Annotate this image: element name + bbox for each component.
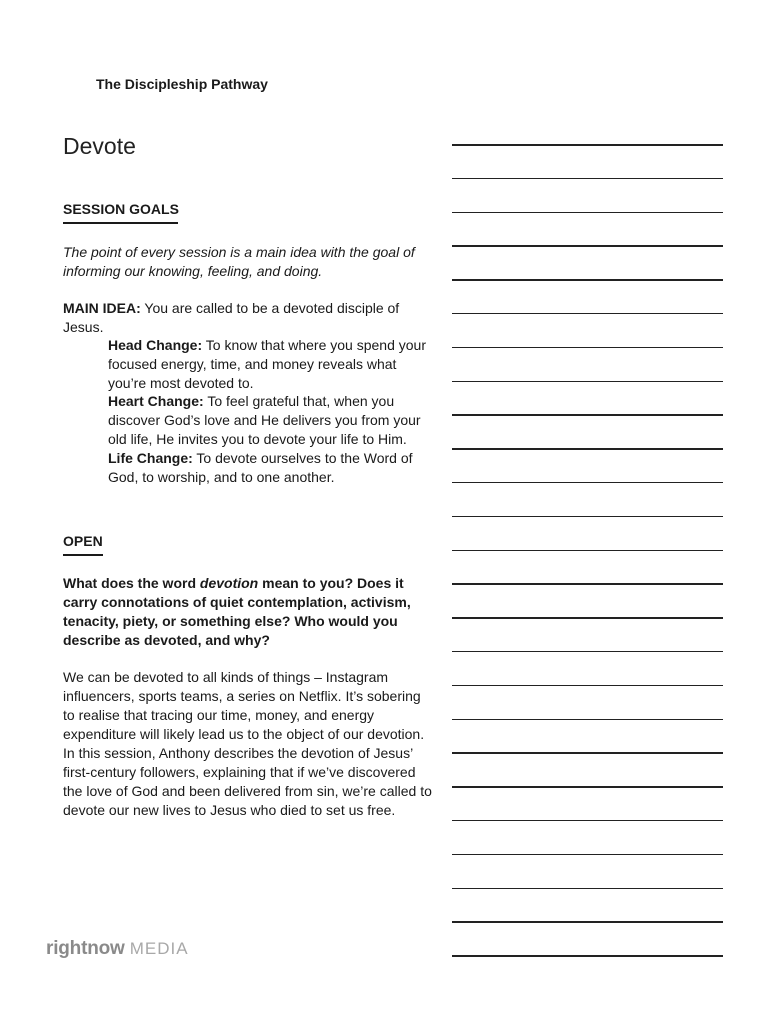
main-idea [63, 299, 435, 337]
note-line [452, 752, 723, 754]
heading-underline [63, 554, 103, 556]
document-header-title: The Discipleship Pathway [96, 76, 268, 92]
session-title: Devote [63, 133, 136, 159]
logo-part-media: MEDIA [129, 939, 189, 958]
goals-intro-text: The point of every session is a main idea with the goal of informing our knowing, feeling, and doing. [63, 244, 415, 279]
note-line [452, 820, 723, 822]
open-question [63, 574, 435, 650]
open-question-part1: What does the word [63, 575, 200, 591]
session-goals-heading-label: SESSION GOALS [63, 201, 179, 217]
note-line [452, 955, 723, 957]
head-change-text: To know that where you spend your focused energy, time, and money reveals what you’re most devoted to. [108, 337, 427, 391]
heart-change-text: To feel grateful that, when you discover God’s love and He delivers you from your old life, He invites you to devote your life to Him. [108, 393, 421, 447]
session-goals-heading [63, 201, 179, 224]
head-change [108, 336, 438, 392]
note-line [452, 313, 723, 315]
life-change [108, 449, 438, 487]
note-line [452, 144, 723, 146]
note-line [452, 921, 723, 923]
note-line [452, 583, 723, 585]
note-line [452, 550, 723, 552]
main-idea-text: You are called to be a devoted disciple of Jesus. [63, 300, 400, 335]
note-line [452, 448, 723, 450]
note-line [452, 786, 723, 788]
note-line [452, 719, 723, 721]
note-line [452, 854, 723, 856]
open-heading [63, 533, 103, 556]
note-line [452, 279, 723, 281]
rightnow-media-logo [46, 938, 189, 960]
note-line [452, 482, 723, 484]
change-goals-list [108, 336, 438, 486]
head-change-label: Head Change: [108, 337, 203, 353]
note-line [452, 245, 723, 247]
note-line [452, 381, 723, 383]
note-line [452, 178, 723, 180]
note-line [452, 516, 723, 518]
open-paragraph: We can be devoted to all kinds of things – Instagram influencers, sports teams, a series on Netflix. It’s sobering to realise that tracing our time, money, and energy expenditure will likely lead us to the object of our devotion. In this session, Anthony describes the devotion of Jesus’ first-century followers, explaining that if we’ve discovered the love of God and been delivered from sin, we’re called to devote our new lives to Jesus who died to set us free. [63, 669, 432, 818]
logo-part-rightnow: rightnow [46, 938, 125, 959]
open-question-emphasis: devotion [199, 575, 259, 591]
note-line [452, 685, 723, 687]
note-line [452, 651, 723, 653]
heart-change [108, 392, 438, 448]
life-change-text: To devote ourselves to the Word of God, to worship, and to one another. [108, 449, 413, 485]
open-heading-label: OPEN [63, 533, 103, 549]
note-line [452, 347, 723, 349]
life-change-label: Life Change: [108, 449, 193, 466]
note-line [452, 414, 723, 416]
main-idea-label: MAIN IDEA: [63, 300, 141, 316]
note-lines [452, 144, 723, 989]
heading-underline [63, 222, 178, 224]
note-line [452, 212, 723, 214]
heart-change-label: Heart Change: [108, 393, 204, 410]
open-question-part2: mean to you? Does it carry connotations of quiet contemplation, activism, tenacity, piety, or something else? Who would you describe as devoted, and why? [63, 575, 411, 648]
note-line [452, 617, 723, 619]
note-line [452, 888, 723, 890]
